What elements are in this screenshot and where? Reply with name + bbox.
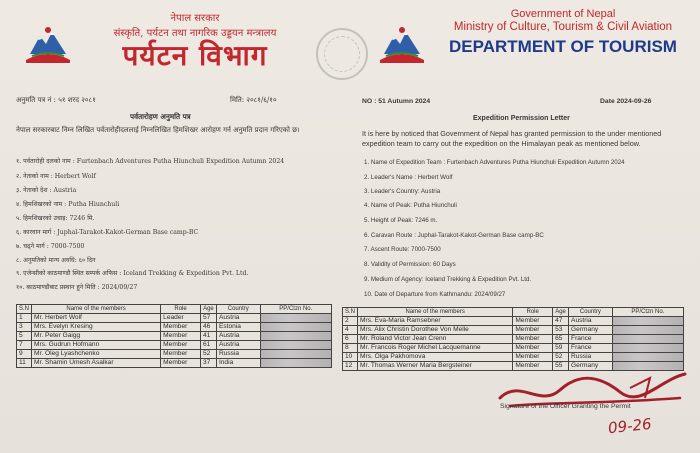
redacted-passport	[260, 350, 331, 359]
redacted-passport	[260, 332, 331, 341]
np-ref-number: अनुमति पत्र नं : ५१ शरद २०८१	[16, 96, 96, 104]
nepal-emblem-icon	[22, 24, 74, 64]
cell-role: Member	[513, 344, 553, 353]
np-field-8: ८. अनुमतिको मान्य अवधि: ६० दिन	[16, 257, 96, 264]
en-field-10: 10. Date of Departure from Kathmandu: 2024/09/27	[364, 291, 506, 298]
en-field-1: 1. Name of Expedition Team : Furtenbach Adventures Putha Hiunchuli Expedition Autumn 2024	[364, 159, 625, 166]
redacted-passport	[612, 335, 683, 344]
cell-role: Member	[161, 359, 201, 368]
table-row	[17, 332, 332, 341]
cell-country: Austria	[216, 314, 260, 323]
np-field-1: १. पर्वतारोही दलको नाम : Furtenbach Adventures Putha Hiunchuli Expedition Autumn 2024	[16, 158, 285, 165]
cell-name: Mr. Oleg Lyashchenko	[32, 350, 161, 359]
en-field-8: 8. Validity of Permission: 60 Days	[364, 261, 456, 268]
cell-role: Member	[161, 323, 201, 332]
english-header	[428, 8, 698, 57]
cell-role: Member	[513, 326, 553, 335]
np-field-5: ५. हिमशिखरको उचाइ: 7246 मि.	[16, 215, 95, 222]
np-field-7: ७. चढ्ने मार्ग : 7000-7500	[16, 243, 85, 250]
nepal-emblem-icon-right	[376, 24, 428, 64]
table-row	[343, 344, 684, 353]
table-row	[343, 317, 684, 326]
cell-sn: 12	[343, 362, 358, 371]
table-row	[343, 353, 684, 362]
np-field-2: २. नेताको नाम : Herbert Wolf	[16, 173, 96, 180]
redacted-passport	[260, 341, 331, 350]
col-passport: PP/Ctzn No.	[612, 308, 683, 317]
np-ministry-text: संस्कृति, पर्यटन तथा नागरिक उड्डयन मन्त्रालय	[113, 28, 277, 39]
cell-role: Leader	[161, 314, 201, 323]
redacted-passport	[260, 323, 331, 332]
cell-age: 47	[553, 317, 569, 326]
cell-age: 53	[553, 326, 569, 335]
cell-name: Mr. Herbert Wolf	[32, 314, 161, 323]
en-ref-number: NO : 51 Autumn 2024	[362, 98, 431, 105]
cell-name: Mr. Peter Gaigg	[32, 332, 161, 341]
cell-age: 37	[200, 359, 216, 368]
en-intro-paragraph: It is here by noticed that Government of Nepal has granted permission to the under mentioned expedition team to carry out the expedition on the Himalayan peak as mentioned below.	[362, 129, 662, 148]
redacted-passport	[260, 359, 331, 368]
cell-sn: 5	[17, 332, 32, 341]
np-department-title: पर्यटन विभाग	[122, 39, 268, 72]
np-field-6: ६. कारवान मार्ग : Juphal-Tarakot-Kakot-German Base camp-BC	[16, 229, 199, 236]
cell-age: 57	[200, 314, 216, 323]
cell-country: Germany	[569, 362, 613, 371]
table-row	[17, 350, 332, 359]
cell-name: Mr. Roland Victor Jean Crenn	[358, 335, 513, 344]
col-role: Role	[161, 305, 201, 314]
cell-name: Mrs. Eva-Maria Ramsebner	[358, 317, 513, 326]
cell-sn: 3	[17, 323, 32, 332]
cell-age: 65	[553, 335, 569, 344]
cell-name: Mrs. Evelyn Kresing	[32, 323, 161, 332]
table-header-row	[343, 308, 684, 317]
np-field-10: १०. काठमाण्डौबाट प्रस्थान हुने मिति : 2024/09/27	[16, 284, 138, 291]
nepali-header	[80, 10, 310, 71]
en-field-3: 3. Leader's Country: Austria	[364, 188, 441, 195]
redacted-passport	[612, 317, 683, 326]
np-permit-title: पर्वतारोहण अनुमति पत्र	[130, 112, 191, 121]
np-date: मिति: २०८१/६/१०	[230, 96, 277, 104]
table-row	[17, 314, 332, 323]
np-field-3: ३. नेताको देश : Austria	[16, 187, 77, 194]
cell-country: India	[216, 359, 260, 368]
cell-country: Austria	[216, 332, 260, 341]
np-intro-paragraph: नेपाल सरकारबाट निम्न लिखित पर्वतारोहीदललाई निम्नलिखित हिमशिखर आरोहण गर्न अनुमति प्रदान गरिएको छ।	[16, 126, 300, 134]
cell-name: Mrs. Alix Christin Dorothee Von Melle	[358, 326, 513, 335]
cell-country: Austria	[216, 341, 260, 350]
cell-country: France	[569, 335, 613, 344]
col-role: Role	[513, 308, 553, 317]
cell-sn: 1	[17, 314, 32, 323]
cell-sn: 7	[17, 341, 32, 350]
table-row	[17, 341, 332, 350]
np-field-4: ४. हिमशिखरको नाम : Putha Hiunchuli	[16, 201, 120, 208]
cell-role: Member	[513, 362, 553, 371]
members-table-right	[342, 307, 684, 371]
en-department-title: DEPARTMENT OF TOURISM	[449, 37, 677, 56]
handwritten-date: 09-26	[607, 414, 653, 438]
signature-scribble-icon	[480, 368, 695, 418]
cell-age: 41	[200, 332, 216, 341]
en-date: Date 2024-09-26	[600, 98, 652, 105]
members-table-left	[16, 304, 332, 368]
np-government-text: नेपाल सरकार	[170, 13, 220, 24]
col-name: Name of the members	[32, 305, 161, 314]
redacted-passport	[612, 353, 683, 362]
en-government-text: Government of Nepal	[510, 8, 616, 20]
table-header-row	[17, 305, 332, 314]
cell-age: 59	[553, 344, 569, 353]
cell-sn: 10	[343, 353, 358, 362]
cell-role: Member	[513, 335, 553, 344]
cell-name: Mrs. Gudrun Hofmann	[32, 341, 161, 350]
cell-name: Mr. Shamin Umesh Asalkar	[32, 359, 161, 368]
cell-sn: 9	[17, 350, 32, 359]
cell-role: Member	[513, 317, 553, 326]
en-field-7: 7. Ascent Route: 7000-7500	[364, 246, 441, 253]
cell-country: Russia	[569, 353, 613, 362]
cell-role: Member	[513, 353, 553, 362]
en-field-9: 9. Medium of Agency: Iceland Trekking & Expedition Pvt. Ltd.	[364, 276, 532, 283]
cell-country: Germany	[569, 326, 613, 335]
cell-sn: 8	[343, 344, 358, 353]
redacted-passport	[612, 344, 683, 353]
col-country: Country	[216, 305, 260, 314]
cell-country: Estonia	[216, 323, 260, 332]
redacted-passport	[260, 314, 331, 323]
cell-country: France	[569, 344, 613, 353]
col-sn: S.N	[343, 308, 358, 317]
cell-sn: 4	[343, 326, 358, 335]
table-row	[343, 335, 684, 344]
en-field-4: 4. Name of Peak: Putha Hiunchuli	[364, 202, 457, 209]
cell-age: 61	[200, 341, 216, 350]
cell-sn: 11	[17, 359, 32, 368]
redacted-passport	[612, 326, 683, 335]
en-field-2: 2. Leader's Name : Herbert Wolf	[364, 174, 453, 181]
table-row	[17, 323, 332, 332]
cell-age: 46	[200, 323, 216, 332]
official-seal-icon	[316, 28, 368, 80]
cell-name: Mrs. Olga Pakhomova	[358, 353, 513, 362]
cell-name: Mr. Francois Roger Michel Lacquemanne	[358, 344, 513, 353]
signature-label: Signature of the Officer Granting the Permit	[500, 403, 631, 410]
cell-sn: 2	[343, 317, 358, 326]
cell-role: Member	[161, 341, 201, 350]
cell-sn: 6	[343, 335, 358, 344]
cell-country: Russia	[216, 350, 260, 359]
col-passport: PP/Ctzn No.	[260, 305, 331, 314]
en-permit-title: Expedition Permission Letter	[473, 115, 570, 122]
cell-age: 52	[200, 350, 216, 359]
col-name: Name of the members	[358, 308, 513, 317]
cell-name: Mr. Thomas Werner Maria Bergsteiner	[358, 362, 513, 371]
cell-age: 52	[553, 353, 569, 362]
table-row	[343, 326, 684, 335]
cell-role: Member	[161, 332, 201, 341]
col-country: Country	[569, 308, 613, 317]
en-field-5: 5. Height of Peak: 7246 m.	[364, 217, 438, 224]
cell-country: Austria	[569, 317, 613, 326]
table-row	[17, 359, 332, 368]
en-ministry-text: Ministry of Culture, Tourism & Civil Aviation	[453, 21, 673, 33]
cell-age: 55	[553, 362, 569, 371]
en-field-6: 6. Caravan Route : Juphal-Tarakot-Kakot-German Base camp-BC	[364, 232, 544, 239]
np-field-9: ९. एजेन्सीको काठमाण्डौ स्थित सम्पर्क अफिस : Iceland Trekking & Expedition Pvt. Ltd.	[16, 270, 249, 277]
col-sn: S.N	[17, 305, 32, 314]
col-age: Age	[553, 308, 569, 317]
col-age: Age	[200, 305, 216, 314]
cell-role: Member	[161, 350, 201, 359]
